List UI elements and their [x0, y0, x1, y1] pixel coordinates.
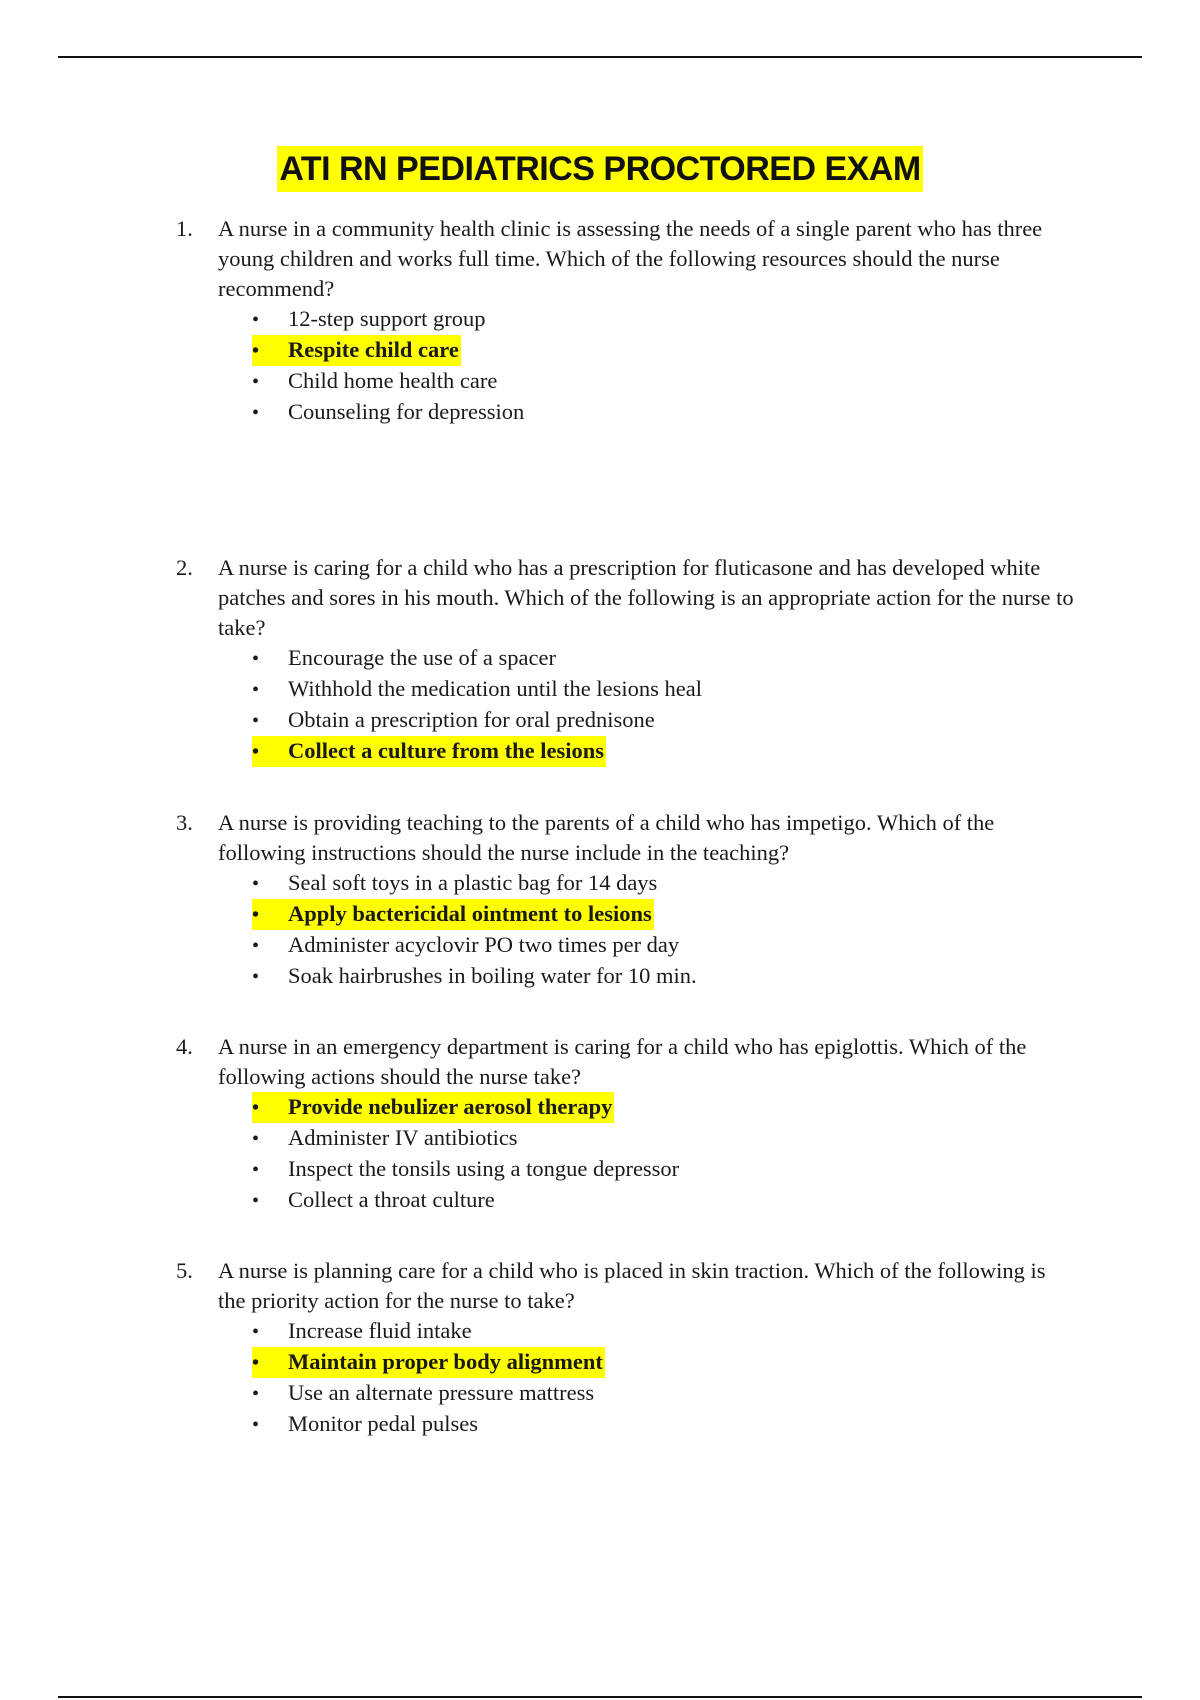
- bullet-icon: •: [252, 340, 260, 362]
- option-label: Withhold the medication until the lesions heal: [288, 676, 703, 701]
- bullet-icon: •: [252, 1097, 260, 1119]
- options-list: [176, 868, 1076, 992]
- options-list: [176, 304, 1076, 428]
- bullet-icon: •: [252, 741, 260, 763]
- option-item-correct: [252, 1092, 1076, 1123]
- question-4: [176, 1032, 1076, 1216]
- options-list: [176, 1316, 1076, 1440]
- options-list: [176, 643, 1076, 767]
- question-number: 2.: [176, 555, 193, 580]
- question-1: [176, 214, 1076, 428]
- option-content: [252, 1316, 472, 1347]
- bullet-icon: •: [252, 1128, 260, 1150]
- option-item-correct: [252, 335, 1076, 366]
- option-label: Seal soft toys in a plastic bag for 14 days: [288, 870, 658, 895]
- option-label: Collect a culture from the lesions: [288, 738, 604, 763]
- bullet-icon: •: [252, 1190, 260, 1212]
- option-item: [252, 1154, 1076, 1185]
- question-row: [176, 1256, 1076, 1316]
- option-label: 12-step support group: [288, 306, 486, 331]
- option-label: Increase fluid intake: [288, 1318, 472, 1343]
- bullet-icon: •: [252, 710, 260, 732]
- option-content: [252, 397, 524, 428]
- question-text: A nurse in an emergency department is caring for a child who has epiglottis. Which of the following actions should the nurse take?: [218, 1034, 1027, 1089]
- option-content: [252, 736, 606, 767]
- option-item: [252, 304, 1076, 335]
- question-row: [176, 214, 1076, 304]
- question-number: 4.: [176, 1034, 193, 1059]
- question-5: [176, 1256, 1076, 1440]
- option-content: [252, 674, 702, 705]
- option-item: [252, 397, 1076, 428]
- option-content: [252, 304, 485, 335]
- option-label: Soak hairbrushes in boiling water for 10 min.: [288, 963, 697, 988]
- question-row: [176, 808, 1076, 868]
- option-label: Provide nebulizer aerosol therapy: [288, 1094, 613, 1119]
- option-content: [252, 1347, 605, 1378]
- bullet-icon: •: [252, 309, 260, 331]
- option-item: [252, 1378, 1076, 1409]
- question-number: 1.: [176, 216, 193, 241]
- option-content: [252, 1185, 495, 1216]
- option-label: Child home health care: [288, 368, 498, 393]
- option-item: [252, 1123, 1076, 1154]
- option-item: [252, 366, 1076, 397]
- option-content: [252, 930, 679, 961]
- option-content: [252, 1154, 679, 1185]
- bullet-icon: •: [252, 1414, 260, 1436]
- header-rule: [58, 56, 1142, 58]
- option-content: [252, 643, 556, 674]
- option-label: Encourage the use of a spacer: [288, 645, 556, 670]
- bullet-icon: •: [252, 1352, 260, 1374]
- question-text: A nurse is caring for a child who has a prescription for fluticasone and has developed white patches and sores in his mouth. Which of the following is an appropriate action for the nurse to take?: [218, 555, 1074, 640]
- option-item: [252, 674, 1076, 705]
- question-number: 3.: [176, 810, 193, 835]
- bullet-icon: •: [252, 648, 260, 670]
- option-label: Use an alternate pressure mattress: [288, 1380, 595, 1405]
- option-item: [252, 868, 1076, 899]
- question-2: [176, 553, 1076, 767]
- option-content: [252, 1409, 478, 1440]
- option-label: Administer IV antibiotics: [288, 1125, 518, 1150]
- title-container: [0, 146, 1200, 192]
- option-label: Obtain a prescription for oral prednisone: [288, 707, 655, 732]
- bullet-icon: •: [252, 371, 260, 393]
- option-content: [252, 335, 461, 366]
- page-title: ATI RN PEDIATRICS PROCTORED EXAM: [277, 146, 922, 192]
- option-label: Collect a throat culture: [288, 1187, 495, 1212]
- option-content: [252, 366, 497, 397]
- option-content: [252, 868, 657, 899]
- option-content: [252, 961, 697, 992]
- bullet-icon: •: [252, 1321, 260, 1343]
- option-label: Counseling for depression: [288, 399, 525, 424]
- option-label: Monitor pedal pulses: [288, 1411, 478, 1436]
- option-content: [252, 1123, 518, 1154]
- option-label: Inspect the tonsils using a tongue depressor: [288, 1156, 680, 1181]
- options-list: [176, 1092, 1076, 1216]
- option-content: [252, 1092, 614, 1123]
- option-item: [252, 930, 1076, 961]
- bullet-icon: •: [252, 402, 260, 424]
- option-content: [252, 1378, 594, 1409]
- question-text: A nurse in a community health clinic is assessing the needs of a single parent who has three young children and works full time. Which of the following resources should the nurse recommend?: [218, 216, 1043, 301]
- option-item-correct: [252, 899, 1076, 930]
- option-item: [252, 643, 1076, 674]
- question-text: A nurse is planning care for a child who is placed in skin traction. Which of the following is the priority action for the nurse to take?: [218, 1258, 1046, 1313]
- footer-rule: [58, 1696, 1142, 1698]
- option-label: Apply bactericidal ointment to lesions: [288, 901, 652, 926]
- option-item: [252, 961, 1076, 992]
- bullet-icon: •: [252, 904, 260, 926]
- option-label: Maintain proper body alignment: [288, 1349, 603, 1374]
- option-item-correct: [252, 736, 1076, 767]
- bullet-icon: •: [252, 1159, 260, 1181]
- option-content: [252, 705, 655, 736]
- bullet-icon: •: [252, 1383, 260, 1405]
- bullet-icon: •: [252, 966, 260, 988]
- bullet-icon: •: [252, 935, 260, 957]
- question-number: 5.: [176, 1258, 193, 1283]
- option-item: [252, 705, 1076, 736]
- option-label: Respite child care: [288, 337, 459, 362]
- option-content: [252, 899, 654, 930]
- option-label: Administer acyclovir PO two times per day: [288, 932, 680, 957]
- option-item: [252, 1185, 1076, 1216]
- bullet-icon: •: [252, 679, 260, 701]
- option-item: [252, 1316, 1076, 1347]
- option-item-correct: [252, 1347, 1076, 1378]
- option-item: [252, 1409, 1076, 1440]
- bullet-icon: •: [252, 873, 260, 895]
- question-row: [176, 553, 1076, 643]
- question-row: [176, 1032, 1076, 1092]
- question-text: A nurse is providing teaching to the parents of a child who has impetigo. Which of the following instructions should the nurse include in the teaching?: [218, 810, 995, 865]
- question-3: [176, 808, 1076, 992]
